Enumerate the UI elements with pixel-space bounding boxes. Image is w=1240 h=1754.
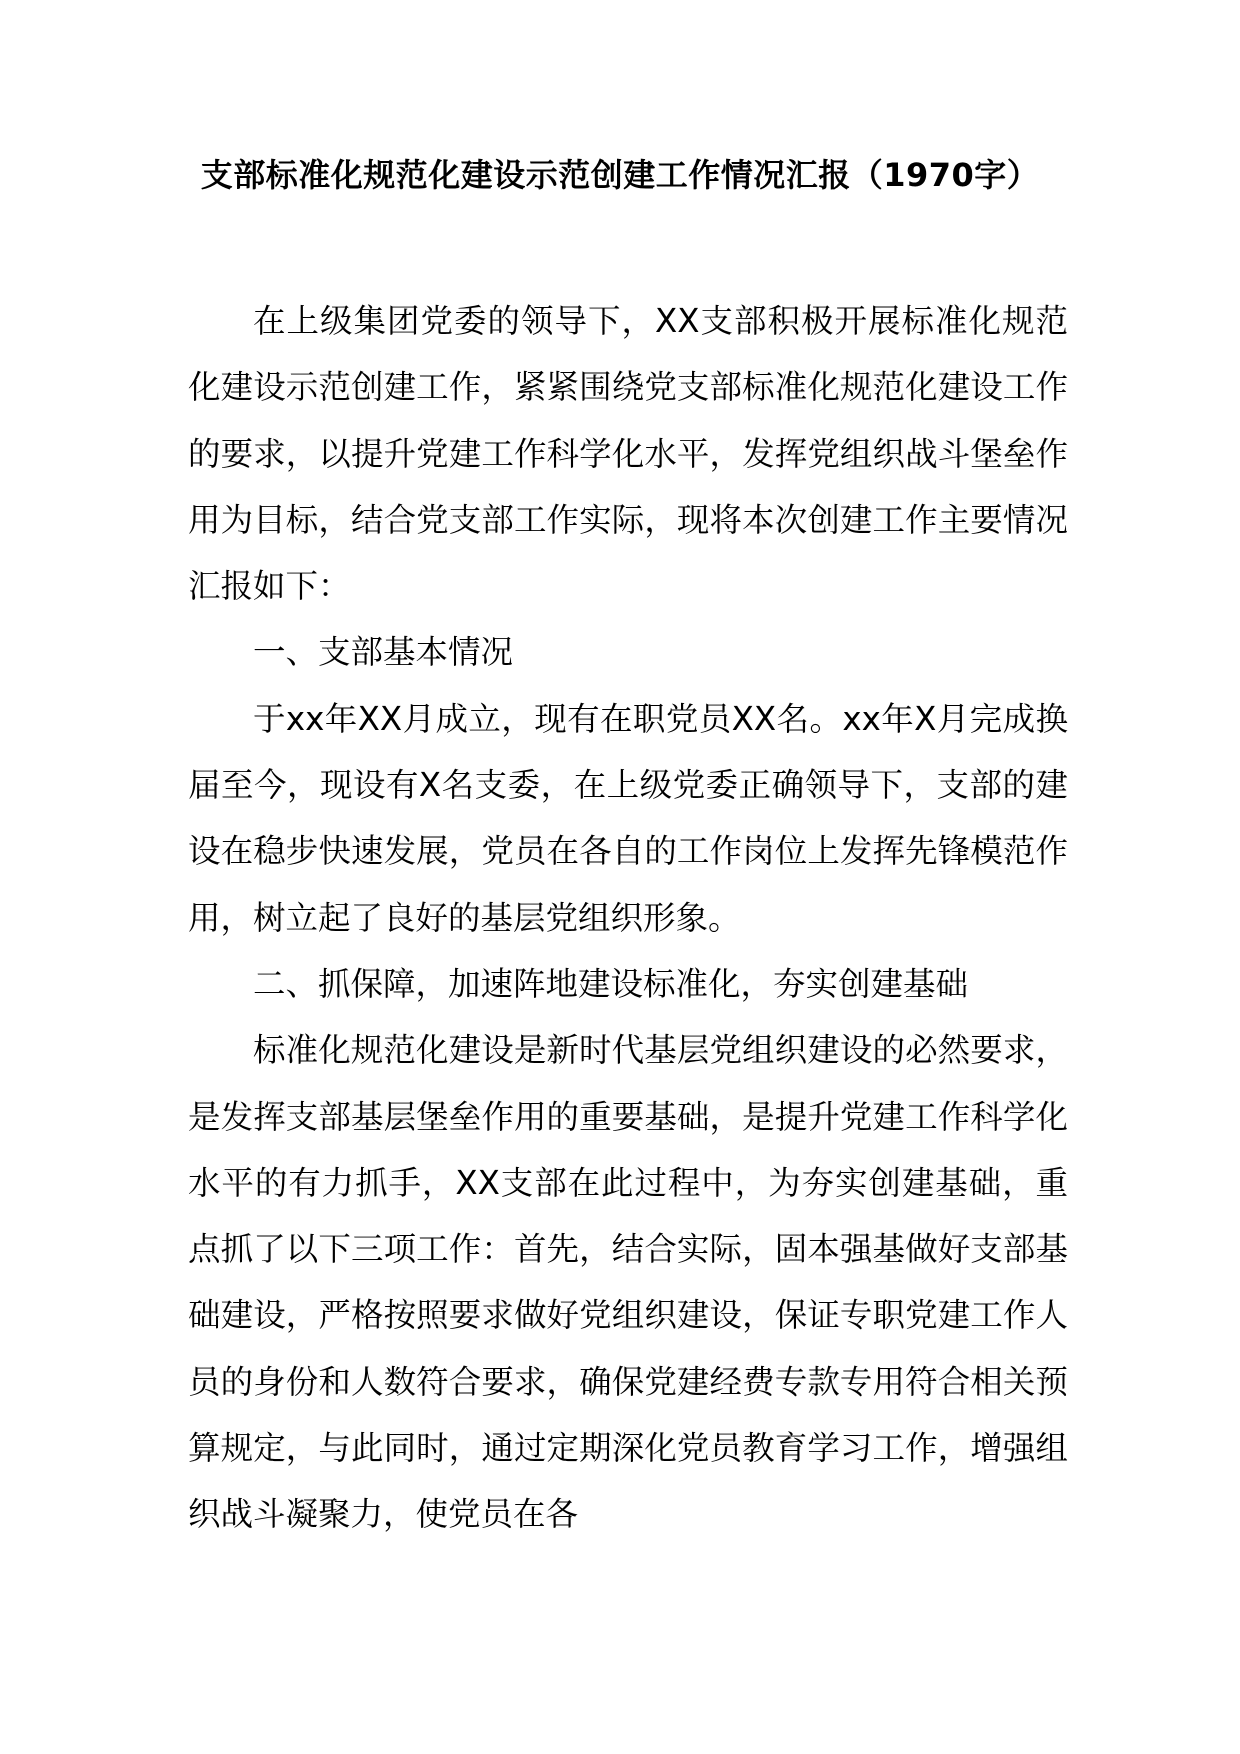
document-title: 支部标准化规范化建设示范创建工作情况汇报（1970字） (200, 156, 1040, 194)
document-body (188, 288, 1068, 1548)
paragraph-intro: 在上级集团党委的领导下，XX支部积极开展标准化规范化建设示范创建工作，紧紧围绕党支部标准化规范化建设工作的要求，以提升党建工作科学化水平，发挥党组织战斗堡垒作用为目标，结合党支部工作实际，现将本次创建工作主要情况汇报如下： (188, 302, 1068, 606)
section-heading-2: 二、抓保障，加速阵地建设标准化，夯实创建基础 (253, 964, 969, 1003)
paragraph-basic-info: 于xx年XX月成立，现有在职党员XX名。xx年X月完成换届至今，现设有X名支委，在上级党委正确领导下，支部的建设在稳步快速发展，党员在各自的工作岗位上发挥先锋模范作用，树立起了良好的基层党组织形象。 (188, 699, 1068, 937)
section-heading-1: 一、支部基本情况 (253, 633, 514, 672)
paragraph-standardization: 标准化规范化建设是新时代基层党组织建设的必然要求，是发挥支部基层堡垒作用的重要基础，是提升党建工作科学化水平的有力抓手，XX支部在此过程中，为夯实创建基础，重点抓了以下三项工作：首先，结合实际，固本强基做好支部基础建设，严格按照要求做好党组织建设，保证专职党建工作人员的身份和人数符合要求，确保党建经费专款专用符合相关预算规定，与此同时，通过定期深化党员教育学习工作，增强组织战斗凝聚力，使党员在各 (188, 1031, 1068, 1534)
